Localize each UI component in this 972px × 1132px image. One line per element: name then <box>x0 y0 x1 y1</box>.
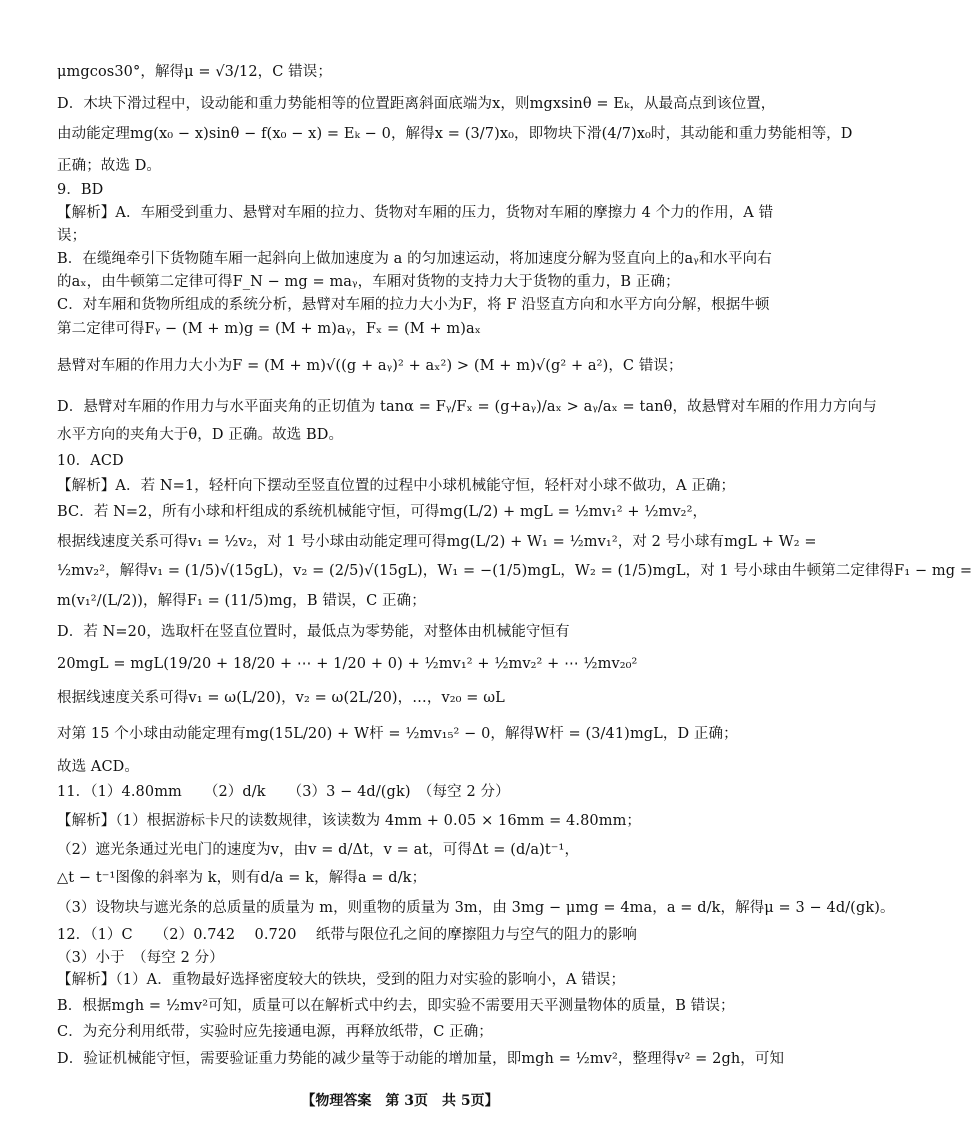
equation-line: 20mgL = mgL(19/20 + 18/20 + ⋯ + 1/20 + 0) + ½mv₁² + ½mv₂² + ⋯ ½mv₂₀² <box>57 656 638 672</box>
text-line: 【解析】A．车厢受到重力、悬臂对车厢的拉力、货物对车厢的压力，货物对车厢的摩擦力 4 个力的作用，A 错 <box>57 205 774 221</box>
text-line: 悬臂对车厢的作用力大小为F = (M + m)√((g + aᵧ)² + aₓ²) > (M + m)√(g² + a²)，C 错误； <box>57 358 683 374</box>
text-line: μmgcos30°，解得μ = √3/12，C 错误； <box>57 64 332 80</box>
text-line: C．为充分利用纸带，实验时应先接通电源，再释放纸带，C 正确； <box>57 1024 493 1040</box>
question-number: 10．ACD <box>57 453 124 469</box>
text-line: 由动能定理mg(x₀ − x)sinθ − f(x₀ − x) = Eₖ − 0，解得x = (3/7)x₀，即物块下滑(4/7)x₀时，其动能和重力势能相等，D <box>57 126 853 142</box>
text-line: ½mv₂²，解得v₁ = (1/5)√(15gL)，v₂ = (2/5)√(15gL)，W₁ = −(1/5)mgL，W₂ = (1/5)mgL，对 1 号小球由牛顿第二定律得F₁ − mg = <box>57 563 972 579</box>
text-line: C．对车厢和货物所组成的系统分析，悬臂对车厢的拉力大小为F，将 F 沿竖直方向和水平方向分解，根据牛顿 <box>57 297 770 313</box>
text-line: 根据线速度关系可得v₁ = ½v₂，对 1 号小球由动能定理可得mg(L/2) + W₁ = ½mv₁²，对 2 号小球有mgL + W₂ = <box>57 534 817 550</box>
text-line: 对第 15 个小球由动能定理有mg(15L/20) + W杆 = ½mv₁₅² − 0，解得W杆 = (3/41)mgL，D 正确； <box>57 726 738 742</box>
text-line: 正确；故选 D。 <box>57 158 162 174</box>
question-number: 11．（1）4.80mm （2）d/k （3）3 − 4d/(gk) （每空 2 分） <box>57 784 510 800</box>
text-line: 故选 ACD。 <box>57 759 140 775</box>
text-line: （3）设物块与遮光条的总质量的质量为 m，则重物的质量为 3m，由 3mg − μmg = 4ma，a = d/k，解得μ = 3 − 4d/(gk)。 <box>57 900 895 916</box>
text-line: B．根据mgh = ½mv²可知，质量可以在解析式中约去，即实验不需要用天平测量物体的质量，B 错误； <box>57 998 735 1014</box>
page-footer: 【物理答案 第 3页 共 5页】 <box>301 1093 499 1109</box>
text-line: D．木块下滑过程中，设动能和重力势能相等的位置距离斜面底端为x，则mgxsinθ = Eₖ，从最高点到该位置， <box>57 96 776 112</box>
text-line: 【解析】（1）根据游标卡尺的读数规律，该读数为 4mm + 0.05 × 16mm = 4.80mm； <box>57 813 642 829</box>
question-number: 12．（1）C （2）0.742 0.720 纸带与限位孔之间的摩擦阻力与空气的阻力的影响 <box>57 927 638 943</box>
text-line: BC．若 N=2，所有小球和杆组成的系统机械能守恒，可得mg(L/2) + mgL = ½mv₁² + ½mv₂²， <box>57 504 708 520</box>
text-line: 【解析】（1）A．重物最好选择密度较大的铁块，受到的阻力对实验的影响小，A 错误； <box>57 972 626 988</box>
text-line: 第二定律可得Fᵧ − (M + m)g = (M + m)aᵧ，Fₓ = (M + m)aₓ <box>57 321 481 337</box>
text-line: B．在缆绳牵引下货物随车厢一起斜向上做加速度为 a 的匀加速运动，将加速度分解为竖直向上的aᵧ和水平向右 <box>57 251 772 267</box>
text-line: 水平方向的夹角大于θ，D 正确。故选 BD。 <box>57 427 344 443</box>
text-line: △t − t⁻¹图像的斜率为 k，则有d/a = k，解得a = d/k； <box>57 870 427 886</box>
text-line: 根据线速度关系可得v₁ = ω(L/20)，v₂ = ω(2L/20)，…，v₂₀ = ωL <box>57 690 505 706</box>
text-line: m(v₁²/(L/2))，解得F₁ = (11/5)mg，B 错误，C 正确； <box>57 593 426 609</box>
text-line: 误； <box>57 228 87 244</box>
text-line: D．悬臂对车厢的作用力与水平面夹角的正切值为 tanα = Fᵧ/Fₓ = (g+aᵧ)/aₓ > aᵧ/aₓ = tanθ，故悬臂对车厢的作用力方向与 <box>57 399 877 415</box>
text-line: 的aₓ，由牛顿第二定律可得F_N − mg = maᵧ，车厢对货物的支持力大于货物的重力，B 正确； <box>57 274 680 290</box>
text-line: （3）小于 （每空 2 分） <box>57 950 224 966</box>
text-line: D．若 N=20，选取杆在竖直位置时，最低点为零势能，对整体由机械能守恒有 <box>57 624 570 640</box>
text-line: D．验证机械能守恒，需要验证重力势能的减少量等于动能的增加量，即mgh = ½mv²，整理得v² = 2gh，可知 <box>57 1051 785 1067</box>
text-line: 【解析】A．若 N=1，轻杆向下摆动至竖直位置的过程中小球机械能守恒，轻杆对小球不做功，A 正确； <box>57 478 736 494</box>
question-number: 9．BD <box>57 182 104 198</box>
text-line: （2）遮光条通过光电门的速度为v，由v = d/Δt，v = at，可得Δt = (d/a)t⁻¹， <box>57 842 580 858</box>
